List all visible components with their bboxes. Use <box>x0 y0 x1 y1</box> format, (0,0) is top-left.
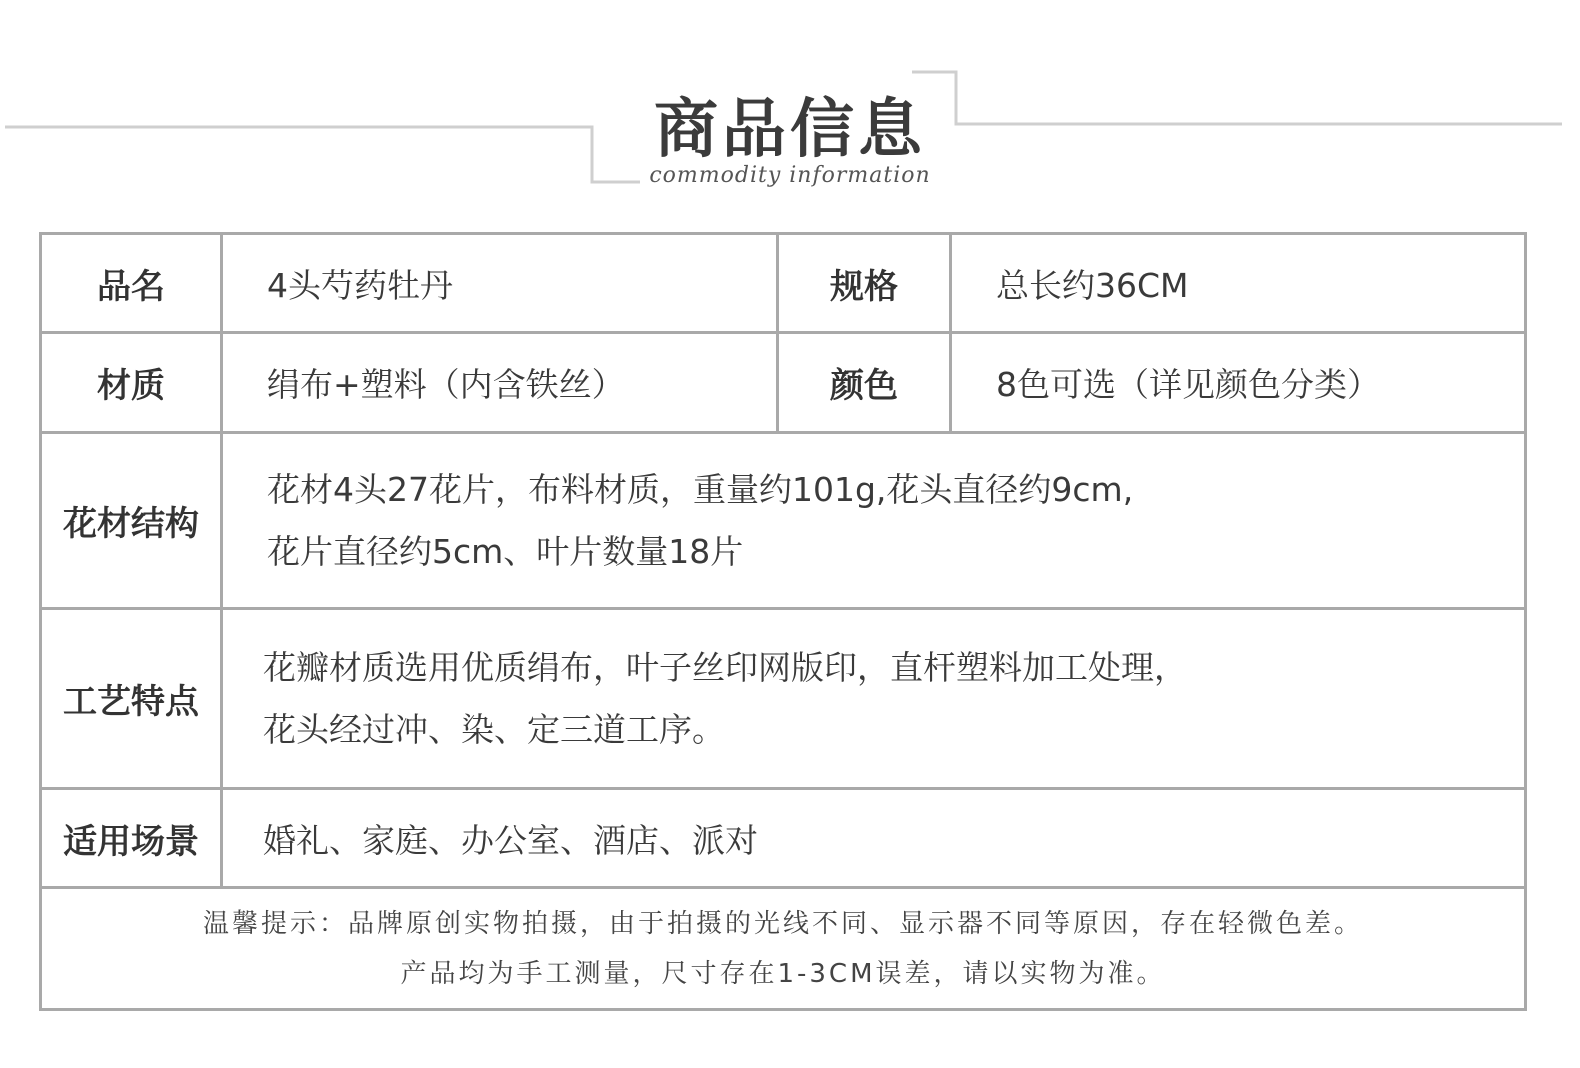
structure-label: 花材结构 <box>63 504 199 544</box>
page-title: 商品信息 <box>654 93 926 167</box>
warm-tip-note <box>42 890 1524 1008</box>
color-value: 8色可选（详见颜色分类） <box>996 365 1380 404</box>
note-line-1: 温馨提示：品牌原创实物拍摄，由于拍摄的光线不同、显示器不同等原因，存在轻微色差。 <box>202 909 1363 939</box>
product-info-table <box>39 232 1527 1011</box>
structure-line-2: 花片直径约5cm、叶片数量18片 <box>267 531 744 571</box>
craft-label: 工艺特点 <box>63 682 199 722</box>
header-right-line <box>912 72 1562 124</box>
craft-line-1: 花瓣材质选用优质绢布，叶子丝印网版印，直杆塑料加工处理， <box>263 647 1187 687</box>
material-label: 材质 <box>97 366 165 406</box>
note-line-2: 产品均为手工测量，尺寸存在1-3CM误差，请以实物为准。 <box>400 959 1166 989</box>
usage-label: 适用场景 <box>63 821 199 862</box>
material-value: 绢布+塑料（内含铁丝） <box>267 365 625 404</box>
color-label: 颜色 <box>830 366 898 406</box>
name-label: 品名 <box>97 266 165 307</box>
page-subtitle: commodity information <box>649 163 931 188</box>
name-value: 4头芍药牡丹 <box>267 265 453 305</box>
craft-line-2: 花头经过冲、染、定三道工序。 <box>263 709 725 749</box>
header-left-line <box>5 127 640 182</box>
structure-value <box>223 434 1524 607</box>
spec-value: 总长约36CM <box>996 265 1189 305</box>
row-divider <box>42 886 1524 889</box>
structure-line-1: 花材4头27花片，布料材质，重量约101g,花头直径约9cm, <box>267 469 1134 509</box>
spec-label: 规格 <box>830 266 898 307</box>
craft-value <box>223 610 1524 787</box>
usage-value: 婚礼、家庭、办公室、酒店、派对 <box>263 820 758 860</box>
